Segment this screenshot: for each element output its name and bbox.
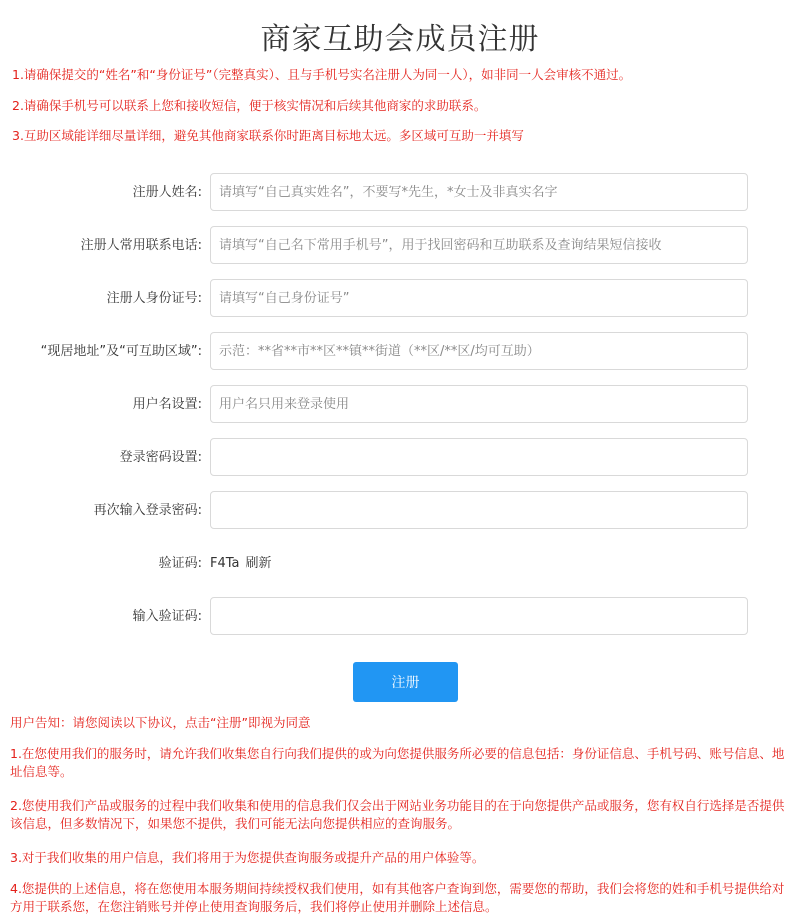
name-input[interactable] bbox=[210, 173, 748, 211]
captcha-input-label: 输入验证码: bbox=[132, 609, 202, 624]
captcha-label: 验证码: bbox=[158, 556, 202, 571]
address-label: “现居地址”及“可互助区域”: bbox=[40, 344, 202, 359]
terms-item-3: 3.对于我们收集的用户信息，我们将用于为您提供查询服务或提升产品的用户体验等。 bbox=[10, 850, 485, 865]
captcha-display bbox=[210, 544, 278, 584]
name-row bbox=[0, 173, 800, 213]
username-input[interactable] bbox=[210, 385, 748, 423]
terms-item-1: 1.在您使用我们的服务时，请允许我们收集您自行向我们提供的或为向您提供服务所必要的信息包括：身份证信息、手机号码、账号信息、地址信息等。 bbox=[10, 746, 785, 779]
idcard-input[interactable] bbox=[210, 279, 748, 317]
captcha-refresh-link[interactable]: 刷新 bbox=[245, 556, 272, 571]
captcha-code[interactable]: F4Ta bbox=[210, 556, 240, 571]
terms-heading: 用户告知：请您阅读以下协议，点击“注册”即视为同意 bbox=[10, 715, 311, 730]
captcha-input[interactable] bbox=[210, 597, 748, 635]
name-label: 注册人姓名: bbox=[132, 185, 202, 200]
captcha-input-row bbox=[0, 597, 800, 637]
notice-1: 1.请确保提交的“姓名”和“身份证号”（完整真实）、且与手机号实名注册人为同一人），如非同一人会审核不通过。 bbox=[12, 67, 632, 82]
notice-3: 3.互助区域能详细尽量详细，避免其他商家联系你时距离目标地太远。多区域可互助一并填写 bbox=[12, 128, 524, 143]
password-confirm-label: 再次输入登录密码: bbox=[93, 503, 202, 518]
phone-input[interactable] bbox=[210, 226, 748, 264]
password-input[interactable] bbox=[210, 438, 748, 476]
terms-item-4: 4.您提供的上述信息，将在您使用本服务期间持续授权我们使用，如有其他客户查询到您，需要您的帮助，我们会将您的姓和手机号提供给对方用于联系您，在您注销账号并停止使用查询服务后，我们将停止使用并删除上述信息。 bbox=[10, 881, 785, 914]
phone-label: 注册人常用联系电话: bbox=[80, 238, 202, 253]
idcard-label: 注册人身份证号: bbox=[106, 291, 202, 306]
username-label: 用户名设置: bbox=[132, 397, 202, 412]
register-button[interactable]: 注册 bbox=[353, 662, 458, 702]
idcard-row bbox=[0, 279, 800, 319]
password-label: 登录密码设置: bbox=[119, 450, 202, 465]
password-row bbox=[0, 438, 800, 478]
username-row bbox=[0, 385, 800, 425]
address-row bbox=[0, 332, 800, 372]
password-confirm-input[interactable] bbox=[210, 491, 748, 529]
address-input[interactable] bbox=[210, 332, 748, 370]
page-title: 商家互助会成员注册 bbox=[260, 22, 540, 57]
notice-2: 2.请确保手机号可以联系上您和接收短信，便于核实情况和后续其他商家的求助联系。 bbox=[12, 98, 487, 113]
terms-item-2: 2.您使用我们产品或服务的过程中我们收集和使用的信息我们仅会出于网站业务功能目的在于向您提供产品或服务，您有权自行选择是否提供该信息，但多数情况下，如果您不提供，我们可能无法向您提供相应的查询服务。 bbox=[10, 798, 785, 831]
password-confirm-row bbox=[0, 491, 800, 531]
phone-row bbox=[0, 226, 800, 266]
captcha-row bbox=[0, 544, 800, 584]
